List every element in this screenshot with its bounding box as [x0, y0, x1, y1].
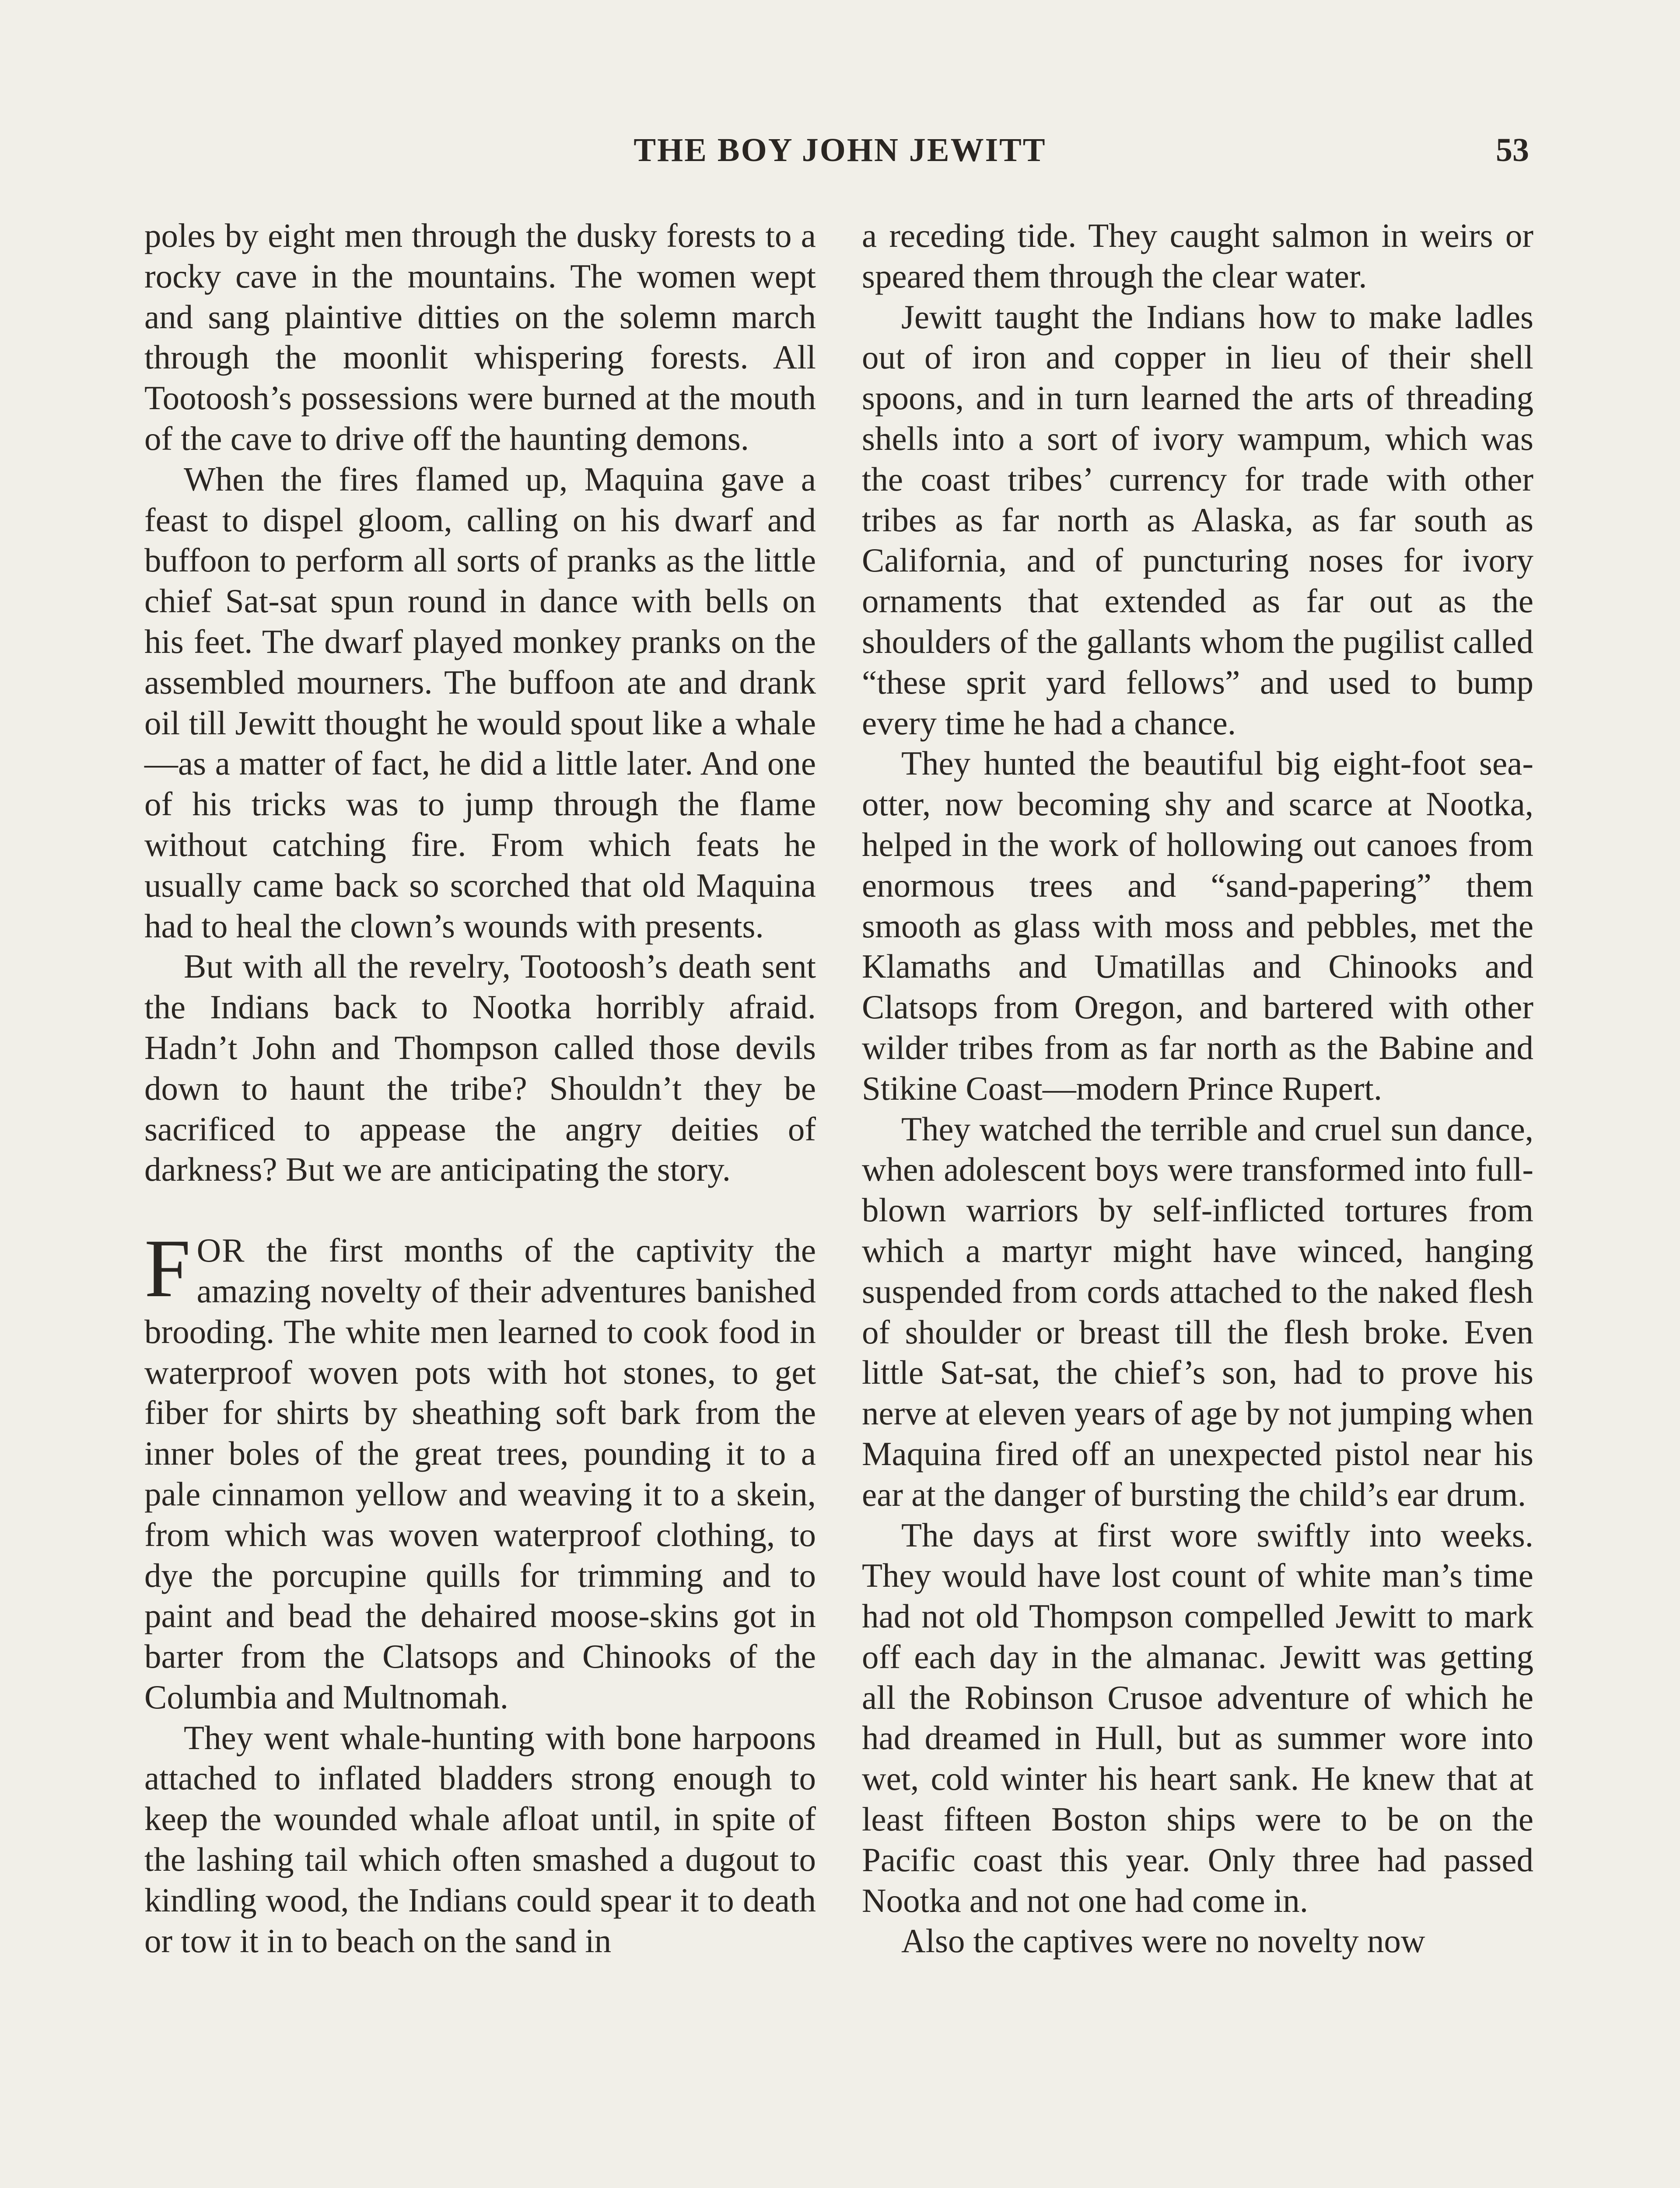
paragraph: When the fires flamed up, Maquina gave a feast to dispel gloom, calling on his dwarf and buffoon to perform all sorts of pranks as the little chief Sat-sat spun round in dance with bells on his feet. The dwarf played monkey pranks on the assembled mourners. The buffoon ate and drank oil till Jewitt thought he would spout like a whale—as a matter of fact, he did a little later. And one of his tricks was to jump through the flame without catching fire. From which feats he usually came back so scorched that old Maquina had to heal the clown’s wounds with presents.	[144, 460, 816, 945]
left-column	[144, 215, 816, 1961]
paragraph: They went whale-hunting with bone harpoons attached to inflated bladders strong enough to keep the wounded whale afloat until, in spite of the lashing tail which often smashed a dugout to kindling wood, the Indians could spear it to death or tow it in to beach on the sand in	[144, 1718, 816, 1960]
paragraph: poles by eight men through the dusky forests to a rocky cave in the mountains. The women wept and sang plaintive ditties on the solemn march through the moonlit whispering forests. All Tootoosh’s possessions were burned at the mouth of the cave to drive off the haunting demons.	[144, 217, 816, 457]
paragraph: Jewitt taught the Indians how to make ladles out of iron and copper in lieu of their shell spoons, and in turn learned the arts of threading shells into a sort of ivory wampum, which was the coast tribes’ currency for trade with other tribes as far north as Alaska, as far south as California, and of puncturing noses for ivory ornaments that extended as far out as the shoulders of the gallants whom the pugilist called “these sprit yard fellows” and used to bump every time he had a chance.	[862, 298, 1533, 742]
paragraph: But with all the revelry, Tootoosh’s death sent the Indians back to Nootka horribly afraid. Hadn’t John and Thompson called those devils down to haunt the tribe? Shouldn’t they be sacrificed to appease the angry deities of darkness? But we are anticipating the story.	[144, 947, 816, 1189]
paragraph: They hunted the beautiful big eight-foot sea-otter, now becoming shy and scarce at Nootka, helped in the work of hollowing out canoes from enormous trees and “sand-papering” them smooth as glass with moss and pebbles, met the Klamaths and Umatillas and Chinooks and Clatsops from Oregon, and bartered with other wilder tribes from as far north as the Babine and Stikine Coast—modern Prince Rupert.	[862, 744, 1533, 1107]
opening-small-caps: OR	[196, 1231, 245, 1269]
section-break	[144, 1190, 816, 1230]
paragraph: a receding tide. They caught salmon in weirs or speared them through the clear water.	[862, 217, 1533, 295]
paragraph-text: the first months of the captivity the amazing novelty of their adventures banished brooding. The white men learned to cook food in waterproof woven pots with hot stones, to get fiber for shirts by sheathing soft bark from the inner boles of the great trees, pounding it to a pale cinnamon yellow and weaving it to a skein, from which was woven waterproof clothing, to dye the porcupine quills for trimming and to paint and bead the dehaired moose-skins got in barter from the Clatsops and Chinooks of the Columbia and Multnomah.	[144, 1231, 816, 1716]
paragraph: They watched the terrible and cruel sun dance, when adolescent boys were transformed into full-blown warriors by self-inflicted tortures from which a martyr might have winced, hanging suspended from cords attached to the naked flesh of shoulder or breast till the flesh broke. Even little Sat-sat, the chief’s son, had to prove his nerve at eleven years of age by not jumping when Maquina fired off an unexpected pistol near his ear at the danger of bursting the child’s ear drum.	[862, 1110, 1533, 1513]
paragraph: The days at first wore swiftly into weeks. They would have lost count of white man’s time had not old Thompson compelled Jewitt to mark off each day in the almanac. Jewitt was getting all the Robinson Crusoe adventure of which he had dreamed in Hull, but as summer wore into wet, cold winter his heart sank. He knew that at least fifteen Boston ships were to be on the Pacific coast this year. Only three had passed Nootka and not one had come in.	[862, 1516, 1533, 1919]
drop-cap: F	[144, 1223, 191, 1315]
running-head	[0, 131, 1680, 179]
paragraph: Also the captives were no novelty now	[901, 1922, 1425, 1960]
page-number: 53	[1496, 132, 1529, 168]
right-column	[862, 215, 1533, 1961]
running-title: THE BOY JOHN JEWITT	[634, 132, 1046, 168]
paragraph-dropcap	[144, 1223, 816, 1718]
